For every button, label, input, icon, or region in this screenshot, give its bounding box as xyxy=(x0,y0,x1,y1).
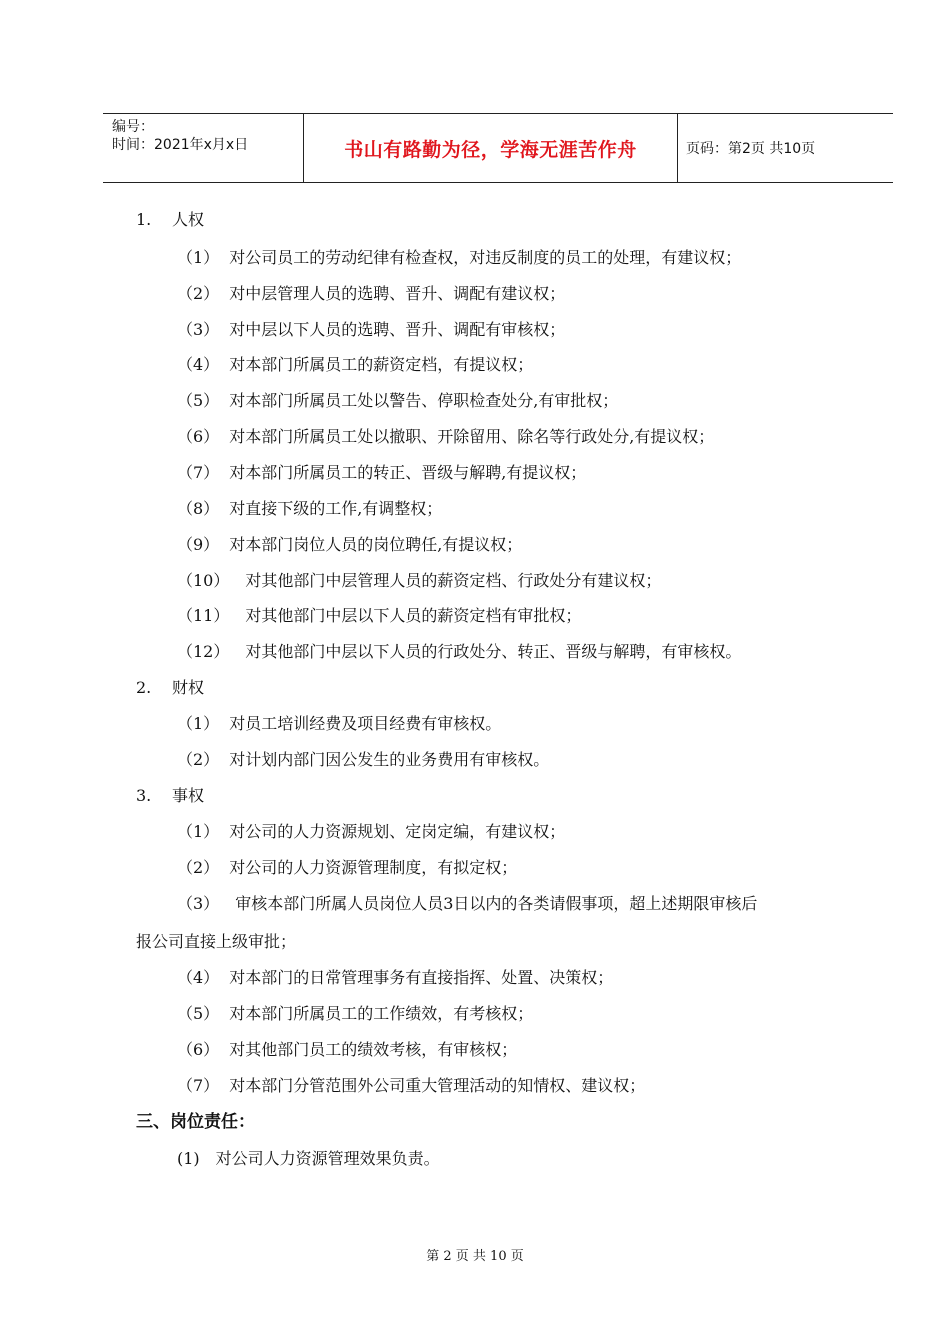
list-item xyxy=(177,571,661,591)
item-text: 对中层管理人员的选聘、晋升、调配有建议权； xyxy=(229,284,566,303)
item-text: 对公司员工的劳动纪律有检查权，对违反制度的员工的处理，有建议权； xyxy=(229,248,742,267)
item-text: 对其他部门员工的绩效考核，有审核权； xyxy=(229,1040,518,1059)
item-text: 对员工培训经费及项目经费有审核权。 xyxy=(229,714,502,733)
item-number: （10） xyxy=(177,571,230,590)
list-item-continuation: 报公司直接上级审批； xyxy=(136,932,297,951)
item-number: （1） xyxy=(177,822,220,841)
item-number: （2） xyxy=(177,858,220,877)
list-item xyxy=(177,1076,645,1096)
document-time: 时间：2021年x月x日 xyxy=(112,137,249,153)
item-text: 对公司人力资源管理效果负责。 xyxy=(215,1149,440,1168)
list-item xyxy=(177,463,586,483)
item-text: 对本部门分管范围外公司重大管理活动的知情权、建议权； xyxy=(229,1076,646,1095)
section-title: 财权 xyxy=(172,678,205,697)
item-text: 对本部门所属员工处以警告、停职检查处分,有审批权； xyxy=(229,391,619,410)
section-heading xyxy=(136,786,204,806)
list-item xyxy=(177,606,581,626)
list-item xyxy=(177,499,442,519)
item-number: （6） xyxy=(177,427,220,446)
item-number: （3） xyxy=(177,320,220,339)
item-text: 对计划内部门因公发生的业务费用有审核权。 xyxy=(229,750,550,769)
list-item xyxy=(177,1149,440,1169)
item-text: 对本部门所属员工的转正、晋级与解聘,有提议权； xyxy=(229,463,587,482)
item-number: （3） xyxy=(177,894,220,913)
item-text: 审核本部门所属人员岗位人员3日以内的各类请假事项，超上述期限审核后 xyxy=(235,894,758,913)
page-header xyxy=(103,113,893,183)
list-item xyxy=(177,355,533,375)
item-text: 对中层以下人员的选聘、晋升、调配有审核权； xyxy=(229,320,566,339)
list-item xyxy=(177,750,549,770)
list-item xyxy=(177,714,501,734)
list-item xyxy=(177,320,565,340)
item-number: （4） xyxy=(177,968,220,987)
item-number: （2） xyxy=(177,284,220,303)
item-text: 对其他部门中层管理人员的薪资定档、行政处分有建议权； xyxy=(245,571,662,590)
item-text: 对本部门的日常管理事务有直接指挥、处置、决策权； xyxy=(229,968,614,987)
item-number: (1) xyxy=(177,1149,200,1168)
item-number: （1） xyxy=(177,248,220,267)
item-number: （9） xyxy=(177,535,220,554)
section-number: 2. xyxy=(136,678,152,697)
list-item xyxy=(177,284,565,304)
item-text: 对本部门岗位人员的岗位聘任,有提议权； xyxy=(229,535,523,554)
item-text: 对本部门所属员工处以撤职、开除留用、除名等行政处分,有提议权； xyxy=(229,427,715,446)
list-item xyxy=(177,248,741,268)
list-item xyxy=(177,858,517,878)
header-page-info: 页码：第2页 共10页 xyxy=(686,141,816,157)
section-number: 1. xyxy=(136,210,152,229)
list-item xyxy=(177,427,714,447)
responsibility-heading: 三、岗位责任： xyxy=(136,1112,255,1132)
item-number: （12） xyxy=(177,642,230,661)
list-item xyxy=(177,968,613,988)
list-item xyxy=(177,1040,517,1060)
item-number: （7） xyxy=(177,1076,220,1095)
section-heading xyxy=(136,678,204,698)
header-motto: 书山有路勤为径，学海无涯苦作舟 xyxy=(304,114,678,182)
header-meta xyxy=(103,114,304,182)
section-title: 人权 xyxy=(172,210,205,229)
page-footer: 第 2 页 共 10 页 xyxy=(426,1249,524,1264)
item-text: 对本部门所属员工的薪资定档，有提议权； xyxy=(229,355,534,374)
item-text: 对其他部门中层以下人员的行政处分、转正、晋级与解聘，有审核权。 xyxy=(245,642,742,661)
list-item xyxy=(177,1004,533,1024)
section-number: 3. xyxy=(136,786,152,805)
section-title: 事权 xyxy=(172,786,205,805)
item-number: （6） xyxy=(177,1040,220,1059)
item-number: （11） xyxy=(177,606,230,625)
item-number: （1） xyxy=(177,714,220,733)
list-item xyxy=(177,642,741,662)
item-number: （4） xyxy=(177,355,220,374)
item-number: （5） xyxy=(177,391,220,410)
list-item xyxy=(177,535,522,555)
document-number-label: 编号： xyxy=(112,119,154,135)
item-text: 对直接下级的工作,有调整权； xyxy=(229,499,443,518)
item-number: （7） xyxy=(177,463,220,482)
item-text: 对本部门所属员工的工作绩效，有考核权； xyxy=(229,1004,534,1023)
item-text: 对公司的人力资源规划、定岗定编，有建议权； xyxy=(229,822,566,841)
item-number: （5） xyxy=(177,1004,220,1023)
item-text: 对公司的人力资源管理制度，有拟定权； xyxy=(229,858,518,877)
list-item xyxy=(177,894,757,914)
section-heading xyxy=(136,210,204,230)
item-number: （2） xyxy=(177,750,220,769)
list-item xyxy=(177,822,565,842)
item-text: 对其他部门中层以下人员的薪资定档有审批权； xyxy=(245,606,582,625)
list-item xyxy=(177,391,618,411)
item-number: （8） xyxy=(177,499,220,518)
